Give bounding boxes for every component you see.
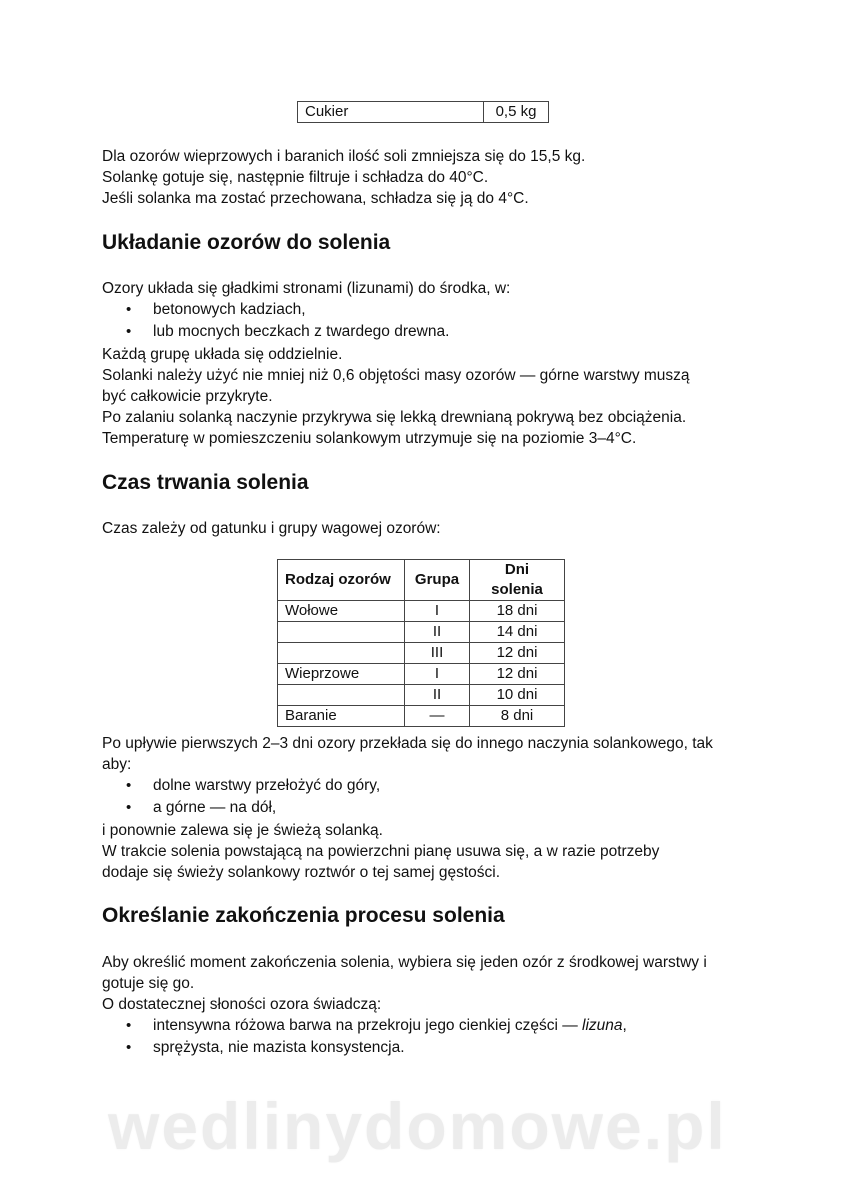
section1-list xyxy=(102,299,449,342)
section2-line-2a: W trakcie solenia powstającą na powierzchni pianę usuwa się, a w razie potrzeby xyxy=(102,843,660,860)
cell-group: — xyxy=(405,706,470,727)
section2-after-b: aby: xyxy=(102,756,132,773)
table-row xyxy=(278,664,565,685)
cell-group: II xyxy=(405,622,470,643)
cell-type xyxy=(278,685,405,706)
cell-days: 10 dni xyxy=(470,685,565,706)
salting-time-table xyxy=(277,559,565,727)
table-row xyxy=(278,685,565,706)
section1-line-2b: być całkowicie przykryte. xyxy=(102,388,273,405)
table-header-row xyxy=(278,560,565,601)
list-item: • sprężysta, nie mazista konsystencja. xyxy=(102,1037,627,1059)
cell-type: Baranie xyxy=(278,706,405,727)
cell-days: 8 dni xyxy=(470,706,565,727)
cell-group: III xyxy=(405,643,470,664)
section2-list xyxy=(102,775,380,818)
section1-line-4: Temperaturę w pomieszczeniu solankowym utrzymuje się na poziomie 3–4°C. xyxy=(102,430,637,447)
list-item xyxy=(102,1015,627,1037)
table-row xyxy=(278,622,565,643)
col-header-group: Grupa xyxy=(405,560,470,601)
sugar-name-cell: Cukier xyxy=(298,102,484,123)
list-item: • betonowych kadziach, xyxy=(102,299,449,321)
section1-line-2a: Solanki należy użyć nie mniej niż 0,6 objętości masy ozorów — górne warstwy muszą xyxy=(102,367,690,384)
cell-type xyxy=(278,622,405,643)
intro-line-3: Jeśli solanka ma zostać przechowana, schładza się ją do 4°C. xyxy=(102,190,529,207)
section3-line-1b: gotuje się go. xyxy=(102,975,195,992)
cell-days: 14 dni xyxy=(470,622,565,643)
bullet-italic-term: lizuna xyxy=(582,1017,623,1034)
section3-list xyxy=(102,1015,627,1058)
table-row xyxy=(298,102,549,123)
cell-type: Wieprzowe xyxy=(278,664,405,685)
col-header-type: Rodzaj ozorów xyxy=(278,560,405,601)
cell-type xyxy=(278,643,405,664)
section3-line-1a: Aby określić moment zakończenia solenia, wybiera się jeden ozór z środkowej warstwy i xyxy=(102,954,707,971)
section2-line-2b: dodaje się świeży solankowy roztwór o tej samej gęstości. xyxy=(102,864,501,881)
list-item: • a górne — na dół, xyxy=(102,797,380,819)
sugar-table xyxy=(297,101,549,123)
section2-heading: Czas trwania solenia xyxy=(102,471,309,494)
cell-days: 12 dni xyxy=(470,664,565,685)
cell-days: 18 dni xyxy=(470,601,565,622)
section1-line-1: Każdą grupę układa się oddzielnie. xyxy=(102,346,343,363)
watermark: wedlinydomowe.pl xyxy=(108,1089,727,1163)
table-row xyxy=(278,643,565,664)
section3-heading: Określanie zakończenia procesu solenia xyxy=(102,904,505,927)
list-item: • lub mocnych beczkach z twardego drewna. xyxy=(102,321,449,343)
section2-line-1: i ponownie zalewa się je świeżą solanką. xyxy=(102,822,383,839)
bullet-text: intensywna różowa barwa na przekroju jego cienkiej części — xyxy=(153,1017,583,1034)
intro-line-2: Solankę gotuje się, następnie filtruje i schładza do 40°C. xyxy=(102,169,489,186)
table-row xyxy=(278,706,565,727)
section2-after-a: Po upływie pierwszych 2–3 dni ozory przekłada się do innego naczynia solankowego, tak xyxy=(102,735,713,752)
section2-lead: Czas zależy od gatunku i grupy wagowej ozorów: xyxy=(102,520,441,537)
cell-group: I xyxy=(405,664,470,685)
section1-heading: Układanie ozorów do solenia xyxy=(102,231,391,254)
list-item: • dolne warstwy przełożyć do góry, xyxy=(102,775,380,797)
table-row xyxy=(278,601,565,622)
col-header-days: Dni solenia xyxy=(470,560,565,601)
cell-group: I xyxy=(405,601,470,622)
cell-days: 12 dni xyxy=(470,643,565,664)
cell-group: II xyxy=(405,685,470,706)
sugar-amount-cell: 0,5 kg xyxy=(484,102,549,123)
cell-type: Wołowe xyxy=(278,601,405,622)
intro-line-1: Dla ozorów wieprzowych i baranich ilość soli zmniejsza się do 15,5 kg. xyxy=(102,148,586,165)
bullet-end: , xyxy=(622,1017,627,1034)
section1-lead: Ozory układa się gładkimi stronami (lizunami) do środka, w: xyxy=(102,280,511,297)
section1-line-3: Po zalaniu solanką naczynie przykrywa się lekką drewnianą pokrywą bez obciążenia. xyxy=(102,409,687,426)
section3-line-2: O dostatecznej słoności ozora świadczą: xyxy=(102,996,382,1013)
